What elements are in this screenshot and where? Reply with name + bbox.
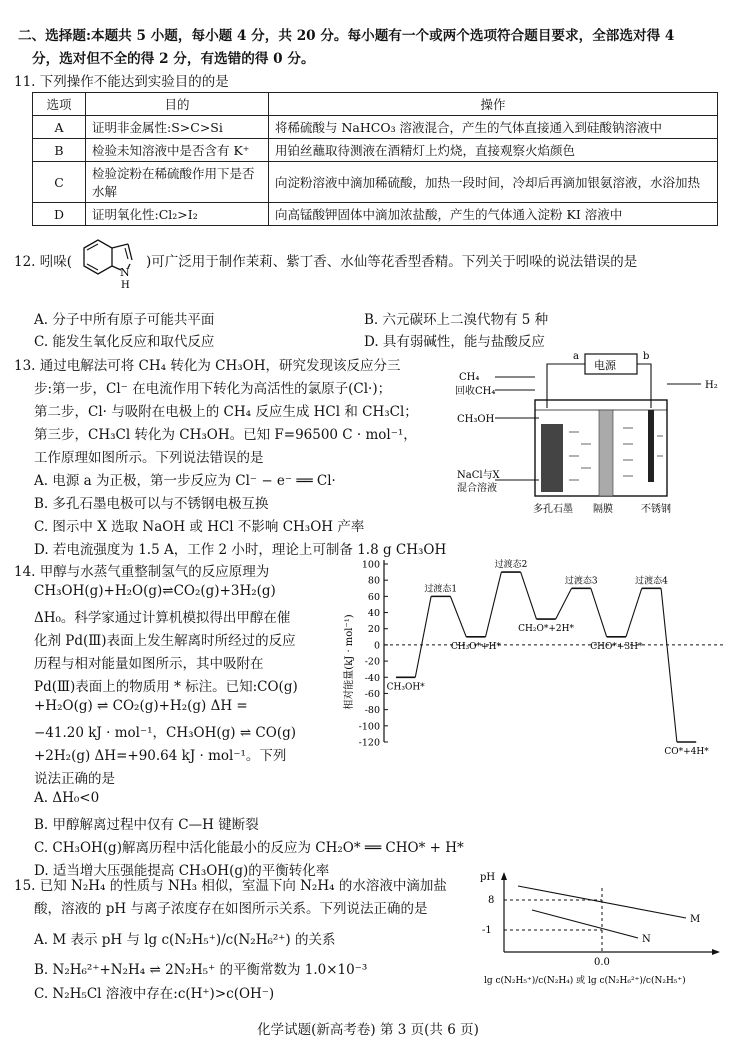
energy-connector	[486, 572, 502, 637]
q12-stem-pre: 12. 吲哚(	[14, 254, 73, 270]
h2-label: H₂	[705, 380, 718, 391]
q13-line3: 第二步，Cl· 与吸附在电极上的 CH₄ 反应生成 HCl 和 CH₃Cl；	[34, 404, 418, 420]
y-tick-label: -120	[358, 737, 380, 749]
graphite-electrode	[541, 424, 563, 492]
q15-line2: 酸，溶液的 pH 与离子浓度存在如图所示关系。下列说法正确的是	[34, 901, 428, 917]
q13-option-c: C. 图示中 X 选取 NaOH 或 HCl 不影响 CH₃OH 产率	[34, 519, 365, 535]
line-n	[532, 910, 638, 938]
terminal-a-label: a	[573, 351, 579, 362]
q13-option-a: A. 电源 a 为正极，第一步反应为 Cl⁻ − e⁻ ══ Cl·	[34, 473, 336, 489]
q14-line10: 说法正确的是	[34, 771, 115, 787]
nacl-label-2: 混合溶液	[457, 483, 497, 494]
table-cell: 检验未知溶液中是否含有 K⁺	[86, 139, 269, 162]
q14-option-a: A. ΔH₀<0	[34, 790, 100, 806]
q14-line8: −41.20 kJ · mol⁻¹，CH₃OH(g) ⇌ CO(g)	[34, 725, 296, 741]
q14-option-d: D. 适当增大压强能提高 CH₃OH(g)的平衡转化率	[34, 863, 330, 879]
table-cell: 证明氧化性:Cl₂>I₂	[86, 203, 269, 226]
q13-option-b: B. 多孔石墨电极可以与不锈钢电极互换	[34, 496, 269, 512]
line-m-label: M	[690, 914, 701, 925]
energy-level-label: CO*+4H*	[664, 747, 709, 757]
q14-line2: CH₃OH(g)+H₂O(g)⇌CO₂(g)+3H₂(g)	[34, 583, 276, 599]
q13-line2: 步:第一步，Cl⁻ 在电流作用下转化为高活性的氯原子(Cl·)；	[34, 381, 392, 397]
ph-tick-neg1: -1	[482, 925, 492, 936]
energy-connector	[415, 596, 431, 677]
y-tick-label: -100	[358, 721, 380, 733]
indole-h-label: H	[121, 280, 130, 290]
section-header-line2: 分，选对但不全的得 2 分，有选错的得 0 分。	[32, 51, 315, 67]
ph-diagram	[478, 868, 730, 1000]
line-n-label: N	[642, 934, 651, 945]
graphite-label: 多孔石墨	[533, 504, 573, 515]
q12-option-d: D. 具有弱碱性，能与盐酸反应	[364, 334, 545, 350]
q12-option-b: B. 六元碳环上二溴代物有 5 种	[364, 312, 549, 328]
q12-option-a: A. 分子中所有原子可能共平面	[34, 312, 215, 328]
ch4-label: CH₄	[459, 372, 480, 383]
ph-axis-label: pH	[480, 872, 496, 883]
section-header-line1: 二、选择题:本题共 5 小题，每小题 4 分，共 20 分。每小题有一个或两个选项符合题目要求，全部选对得 4	[18, 28, 675, 44]
x-tick-0: 0.0	[594, 957, 610, 968]
q13-line1: 13. 通过电解法可将 CH₄ 转化为 CH₃OH，研究发现该反应分三	[14, 358, 401, 374]
q14-line5: 历程与相对能量如图所示，其中吸附在	[34, 656, 264, 672]
q13-line5: 工作原理如图所示。下列说法错误的是	[34, 450, 264, 466]
membrane	[599, 410, 613, 496]
energy-level-label: CH₃OH*	[386, 682, 425, 693]
y-tick-label: 40	[367, 608, 380, 620]
electrolysis-diagram	[455, 350, 725, 520]
energy-level-label: CH₃O*+H*	[450, 641, 501, 652]
q14-line9: +2H₂(g) ΔH=+90.64 kJ · mol⁻¹。下列	[34, 748, 287, 764]
y-axis-label: 相对能量(kJ · mol⁻¹)	[344, 614, 355, 710]
energy-connector	[521, 572, 537, 619]
table-cell: B	[33, 139, 86, 162]
table-header: 目的	[86, 93, 269, 116]
energy-connector	[626, 588, 642, 637]
table-cell: 证明非金属性:S>C>Si	[86, 116, 269, 139]
energy-connector	[591, 588, 607, 637]
table-header: 操作	[269, 93, 718, 116]
y-tick-label: -40	[364, 672, 380, 684]
energy-profile-chart	[338, 552, 730, 764]
table-cell: 检验淀粉在稀硫酸作用下是否水解	[86, 162, 269, 203]
energy-level-label: 过渡态1	[424, 584, 458, 595]
q15-option-a: A. M 表示 pH 与 lg c(N₂H₅⁺)/c(N₂H₆²⁺) 的关系	[34, 932, 336, 948]
y-tick-label: 20	[367, 624, 380, 636]
q11-stem: 11. 下列操作不能达到实验目的的是	[14, 74, 229, 90]
q14-option-b: B. 甲醇解离过程中仅有 C—H 键断裂	[34, 817, 259, 833]
energy-connector	[661, 588, 677, 742]
y-tick-label: -20	[364, 656, 380, 668]
q12-stem-post: )可广泛用于制作茉莉、紫丁香、水仙等花香型香精。下列关于吲哚的说法错误的是	[146, 254, 638, 270]
y-tick-label: 100	[361, 559, 380, 571]
energy-connector	[450, 596, 466, 636]
power-label: 电源	[594, 359, 616, 372]
energy-level-label: 过渡态4	[635, 576, 668, 587]
table-cell: A	[33, 116, 86, 139]
table-header: 选项	[33, 93, 86, 116]
table-cell: 向高锰酸钾固体中滴加浓盐酸，产生的气体通入淀粉 KI 溶液中	[269, 203, 718, 226]
table-cell: 向淀粉溶液中滴加稀硫酸，加热一段时间，冷却后再滴加银氨溶液，水浴加热	[269, 162, 718, 203]
q11-table	[32, 92, 718, 226]
recycle-ch4-label: 回收CH₄	[455, 386, 496, 397]
table-cell: 用铂丝蘸取待测液在酒精灯上灼烧，直接观察火焰颜色	[269, 139, 718, 162]
terminal-b-label: b	[643, 351, 650, 362]
q14-line7: +H₂O(g) ⇌ CO₂(g)+H₂(g) ΔH =	[34, 698, 248, 714]
ch3oh-label: CH₃OH	[457, 414, 495, 425]
q15-option-c: C. N₂H₅Cl 溶液中存在:c(H⁺)>c(OH⁻)	[34, 986, 275, 1002]
y-tick-label: 0	[373, 640, 380, 652]
q14-line1: 14. 甲醇与水蒸气重整制氢气的反应原理为	[14, 564, 270, 580]
ph-tick-8: 8	[488, 895, 495, 906]
steel-label: 不锈钢	[641, 504, 671, 515]
y-tick-label: -60	[364, 688, 380, 700]
table-cell: 将稀硫酸与 NaHCO₃ 溶液混合，产生的气体直接通入到硅酸钠溶液中	[269, 116, 718, 139]
steel-electrode	[648, 410, 654, 482]
q14-line6: Pd(Ⅲ)表面上的物质用 * 标注。已知:CO(g)	[34, 679, 298, 695]
q15-line1: 15. 已知 N₂H₄ 的性质与 NH₃ 相似，室温下向 N₂H₄ 的水溶液中滴加盐	[14, 878, 447, 894]
y-tick-label: 60	[367, 591, 380, 603]
q13-option-d: D. 若电流强度为 1.5 A，工作 2 小时，理论上可制备 1.8 g CH₃OH	[34, 542, 447, 558]
indole-n-label: N	[120, 266, 130, 279]
energy-level-label: 过渡态3	[564, 576, 598, 587]
energy-level-label: CH₂O*+2H*	[518, 624, 575, 635]
page-footer: 化学试题(新高考卷) 第 3 页(共 6 页)	[257, 1022, 479, 1038]
x-axis-label: lg c(N₂H₅⁺)/c(N₂H₄) 或 lg c(N₂H₆²⁺)/c(N₂H₅⁺)	[484, 976, 686, 986]
q13-line4: 第三步，CH₃Cl 转化为 CH₃OH。已知 F=96500 C · mol⁻¹，	[34, 427, 417, 443]
y-tick-label: -80	[364, 705, 380, 717]
q15-option-b: B. N₂H₆²⁺+N₂H₄ ⇌ 2N₂H₅⁺ 的平衡常数为 1.0×10⁻³	[34, 962, 368, 978]
q14-option-c: C. CH₃OH(g)解离历程中活化能最小的反应为 CH₂O* ══ CHO* + H*	[34, 840, 464, 856]
q12-option-c: C. 能发生氧化反应和取代反应	[34, 334, 215, 350]
table-cell: D	[33, 203, 86, 226]
q14-line4: 化剂 Pd(Ⅲ)表面上发生解离时所经过的反应	[34, 633, 296, 649]
membrane-label: 隔膜	[593, 504, 613, 515]
energy-level-label: 过渡态2	[494, 560, 528, 571]
energy-level-label: CHO*+3H*	[590, 641, 643, 652]
table-cell: C	[33, 162, 86, 203]
nacl-label-1: NaCl与X	[457, 470, 500, 481]
energy-connector	[556, 588, 572, 619]
q14-line3: ΔH₀。科学家通过计算机模拟得出甲醇在催	[34, 610, 291, 626]
indole-structure	[70, 238, 144, 290]
y-tick-label: 80	[367, 575, 380, 587]
